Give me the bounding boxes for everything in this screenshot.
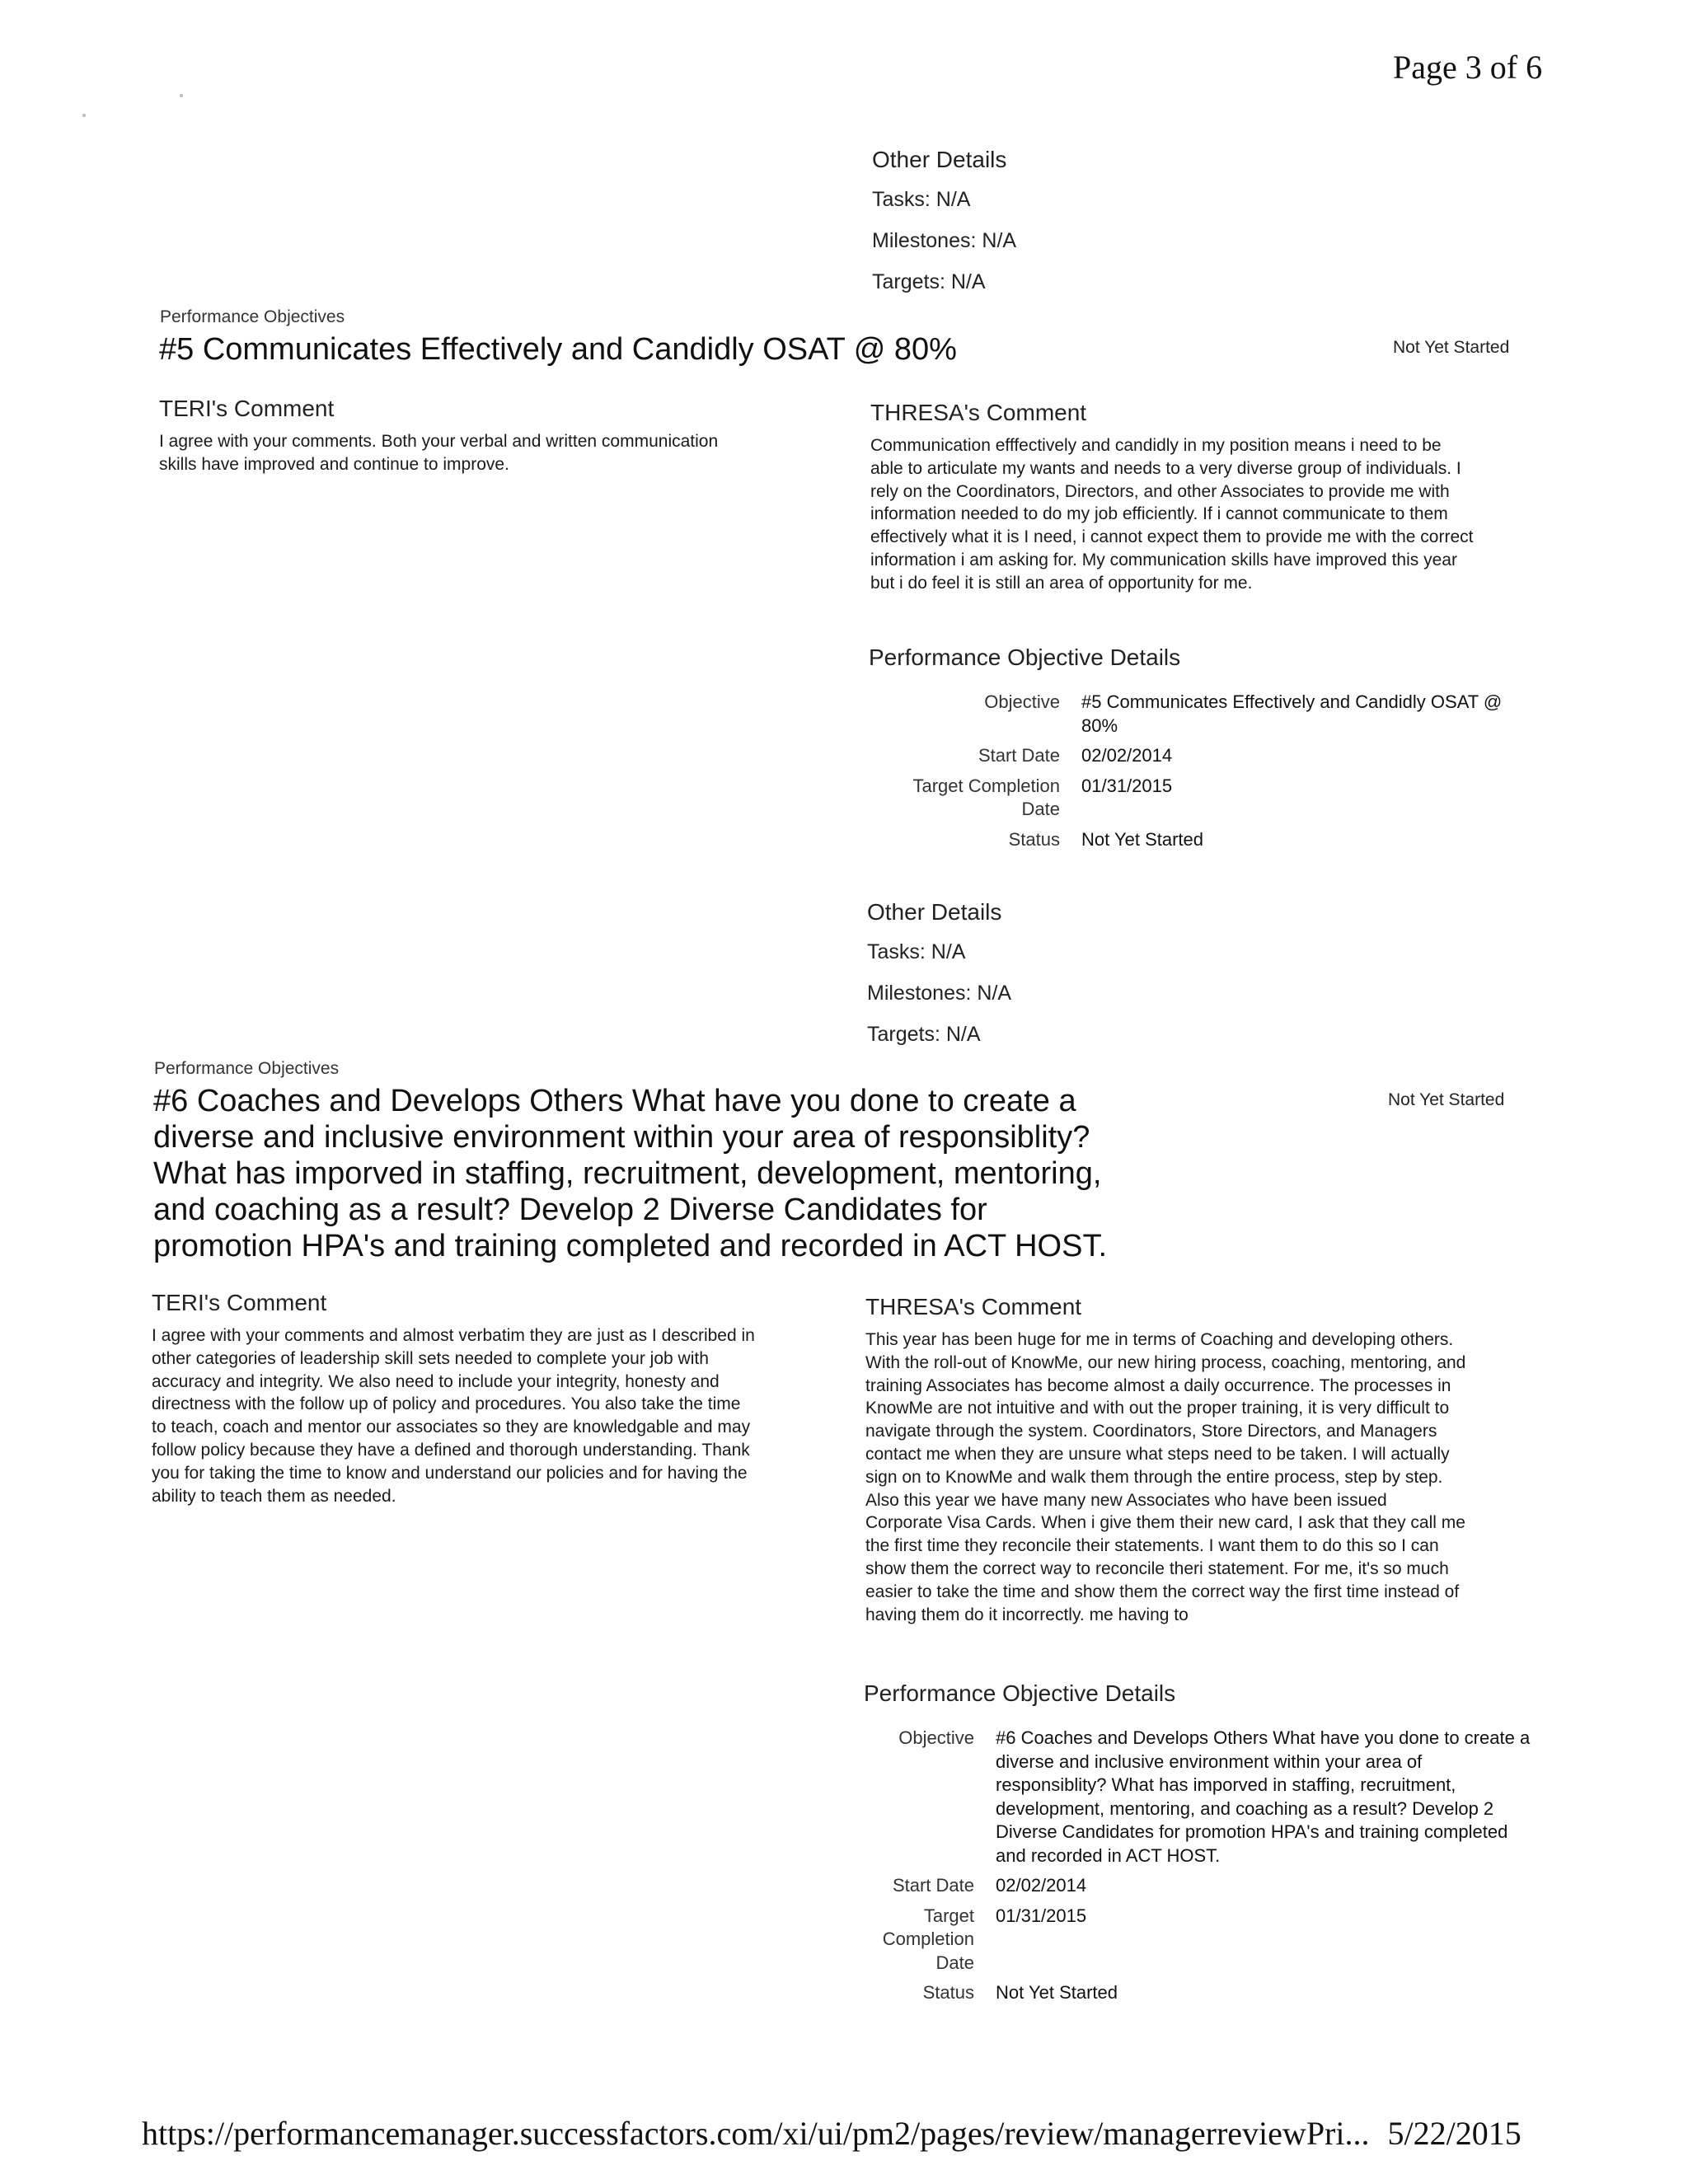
- objective-6-title-line: and coaching as a result? Develop 2 Diverse Candidates for: [153, 1193, 987, 1227]
- objective-value: #5 Communicates Effectively and Candidly OSAT @ 80%: [1081, 691, 1503, 736]
- scan-speck: [82, 114, 86, 117]
- footer-date: 5/22/2015: [1387, 2115, 1522, 2152]
- other-details-targets: Targets: N/A: [867, 1023, 981, 1046]
- comment-line: This year has been huge for me in terms of Coaching and developing others.: [865, 1330, 1454, 1349]
- objective-5-thresa-comment: [870, 400, 1563, 595]
- target-completion-value: 01/31/2015: [1081, 775, 1173, 796]
- objective-6-title-line: #6 Coaches and Develops Others What have you done to create a: [153, 1084, 1076, 1118]
- comment-line: I agree with your comments. Both your verbal and written communication: [159, 432, 719, 451]
- objective-5-other-details: [867, 899, 1011, 1047]
- objective-5-teri-comment: [159, 396, 818, 476]
- objective-5-status-badge: Not Yet Started: [1393, 338, 1510, 357]
- thresa-comment-title: THRESA's Comment: [870, 400, 1087, 425]
- teri-comment-title: TERI's Comment: [159, 396, 335, 421]
- objective-label: Objective: [898, 1727, 974, 1748]
- scan-speck: [180, 94, 183, 97]
- comment-line: contact me when they are unsure what steps need to be taken. I will actually: [865, 1444, 1450, 1464]
- footer-url: https://performancemanager.successfactors.com/xi/ui/pm2/pages/review/managerreviewPri...: [142, 2115, 1370, 2152]
- teri-comment-title: TERI's Comment: [152, 1290, 327, 1315]
- objective-6-details-grid: [870, 1727, 1531, 2005]
- comment-line: accuracy and integrity. We also need to include your integrity, honesty and: [152, 1371, 720, 1391]
- comment-line: I agree with your comments and almost verbatim they are just as I described in: [152, 1326, 755, 1345]
- other-details-title: Other Details: [867, 899, 1002, 925]
- objective-5-title: #5 Communicates Effectively and Candidly OSAT @ 80%: [159, 332, 957, 367]
- comment-line: rely on the Coordinators, Directors, and other Associates to provide me with: [870, 481, 1450, 501]
- status-value: Not Yet Started: [1081, 828, 1203, 850]
- thresa-comment-title: THRESA's Comment: [865, 1294, 1082, 1319]
- print-footer: [142, 2114, 1522, 2153]
- objective-6-title-line: promotion HPA's and training completed and recorded in ACT HOST.: [153, 1229, 1107, 1263]
- comment-line: having them do it incorrectly. me having to: [865, 1605, 1189, 1624]
- objective-label: Objective: [984, 691, 1060, 712]
- comment-line: the first time they reconcile their statements. I want them to do this so I can: [865, 1536, 1439, 1556]
- comment-line: follow policy because they have a defined and thorough understanding. Thank: [152, 1440, 750, 1460]
- comment-line: you for taking the time to know and understand our policies and for having the: [152, 1463, 748, 1483]
- objective-6-thresa-comment: [865, 1294, 1566, 1626]
- performance-objectives-label: Performance Objectives: [154, 1059, 340, 1078]
- comment-line: directness with the follow up of policy and procedures. You also take the time: [152, 1394, 741, 1414]
- performance-objectives-label: Performance Objectives: [160, 307, 345, 326]
- teri-comment-body: [159, 430, 818, 476]
- other-details-milestones: Milestones: N/A: [867, 982, 1012, 1005]
- start-date-label: Start Date: [978, 745, 1060, 766]
- objective-6-teri-comment: [152, 1290, 836, 1507]
- other-details-milestones: Milestones: N/A: [872, 229, 1017, 252]
- comment-line: Communication efffectively and candidly in my position means i need to be: [870, 436, 1442, 455]
- thresa-comment-body: [870, 434, 1563, 595]
- page-number: Page 3 of 6: [1393, 49, 1543, 86]
- teri-comment-body: [152, 1324, 836, 1507]
- objective-6-title-line: diverse and inclusive environment within your area of responsiblity?: [153, 1120, 1090, 1155]
- comment-line: to teach, coach and mentor our associates so they are knowledgable and may: [152, 1418, 751, 1437]
- start-date-value: 02/02/2014: [1081, 745, 1173, 766]
- comment-line: skills have improved and continue to improve.: [159, 454, 509, 474]
- objective-5-details-grid: [890, 691, 1543, 851]
- other-details-targets: Targets: N/A: [872, 270, 986, 293]
- objective-value: #6 Coaches and Develops Others What have you done to create a diverse and inclusive environment within your area of responsiblity? What has imporved in staffing, recruitment, development, mentoring, and coaching as a result? Develop 2 Diverse Candidates for promotion HPA's and training completed and recorded in ACT HOST.: [996, 1727, 1531, 1866]
- comment-line: Corporate Visa Cards. When i give them their new card, I ask that they call me: [865, 1513, 1465, 1533]
- comment-line: able to articulate my wants and needs to a very diverse group of individuals. I: [870, 458, 1461, 478]
- comment-line: navigate through the system. Coordinators, Store Directors, and Managers: [865, 1422, 1437, 1441]
- status-label: Status: [922, 1982, 974, 2003]
- start-date-value: 02/02/2014: [996, 1875, 1087, 1896]
- objective-6-status-badge: Not Yet Started: [1388, 1090, 1505, 1109]
- comment-line: show them the correct way to reconcile theri statement. For me, it's so much: [865, 1558, 1449, 1578]
- comment-line: easier to take the time and show them the correct way the first time instead of: [865, 1582, 1460, 1601]
- comment-line: but i do feel it is still an area of opportunity for me.: [870, 573, 1253, 593]
- target-completion-label: Target Completion Date: [912, 775, 1060, 819]
- objective-6-title: [153, 1083, 1142, 1264]
- comment-line: sign on to KnowMe and walk them through the entire process, step by step.: [865, 1467, 1443, 1487]
- comment-line: information i am asking for. My communication skills have improved this year: [870, 550, 1457, 569]
- comment-line: other categories of leadership skill sets needed to complete your job with: [152, 1348, 709, 1368]
- comment-line: ability to teach them as needed.: [152, 1486, 396, 1506]
- comment-line: With the roll-out of KnowMe, our new hiring process, coaching, mentoring, and: [865, 1352, 1466, 1372]
- comment-line: Also this year we have many new Associates who have been issued: [865, 1490, 1387, 1510]
- objective-6-details-title: Performance Objective Details: [864, 1680, 1176, 1706]
- objective-6-title-line: What has imporved in staffing, recruitment, development, mentoring,: [153, 1156, 1102, 1191]
- other-details-top: [872, 147, 1016, 294]
- other-details-title: Other Details: [872, 147, 1007, 172]
- target-completion-value: 01/31/2015: [996, 1905, 1087, 1926]
- objective-5-details-title: Performance Objective Details: [869, 644, 1181, 670]
- other-details-tasks: Tasks: N/A: [867, 940, 966, 963]
- other-details-tasks: Tasks: N/A: [872, 188, 971, 211]
- target-completion-label: Target Completion Date: [882, 1905, 974, 1973]
- comment-line: information needed to do my job efficiently. If i cannot communicate to them: [870, 504, 1448, 524]
- comment-line: KnowMe are not intuitive and with out the proper training, it is very difficult to: [865, 1399, 1450, 1418]
- status-value: Not Yet Started: [996, 1982, 1118, 2003]
- thresa-comment-body: [865, 1329, 1566, 1626]
- status-label: Status: [1008, 828, 1060, 850]
- comment-line: training Associates has become almost a daily occurrence. The processes in: [865, 1376, 1451, 1395]
- start-date-label: Start Date: [892, 1875, 974, 1896]
- comment-line: effectively what it is I need, i cannot expect them to provide me with the correct: [870, 527, 1474, 547]
